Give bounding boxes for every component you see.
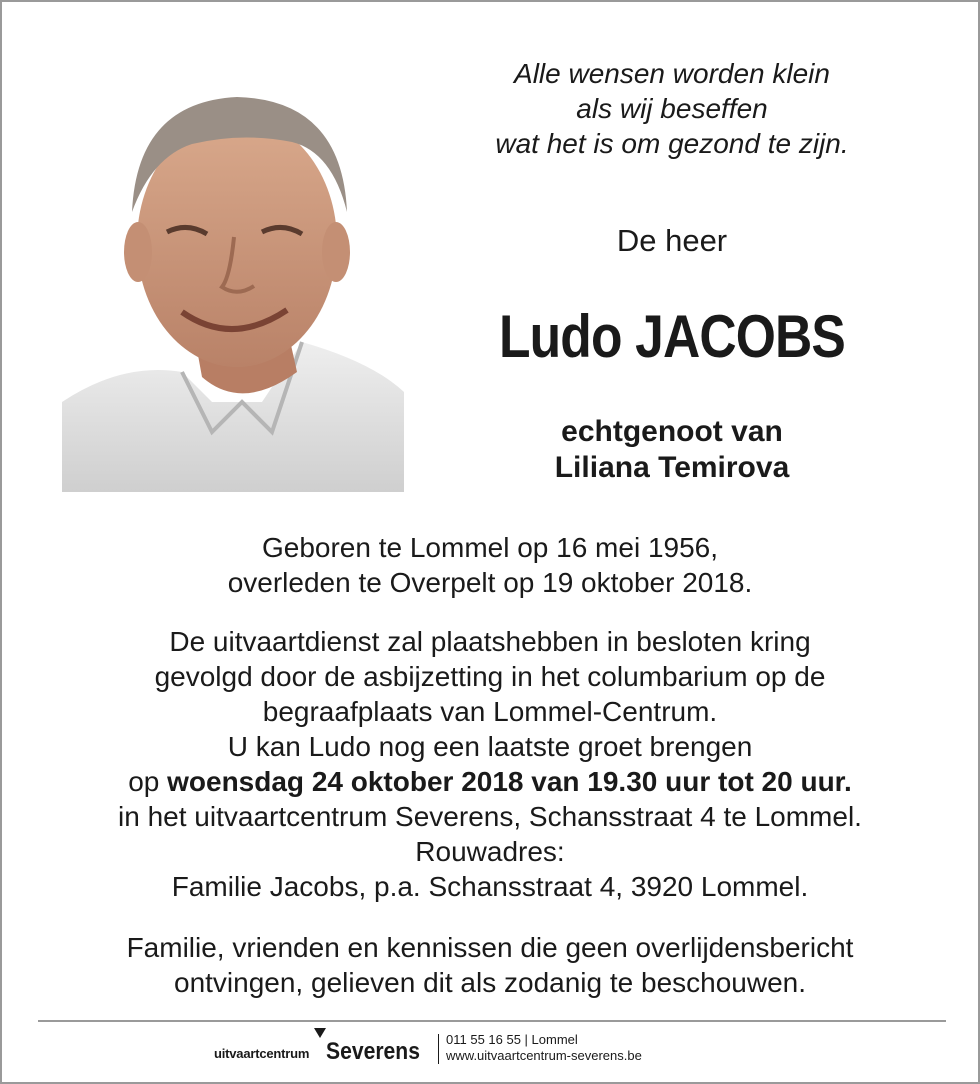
closing-line: ontvingen, gelieven dit als zodanig te beschouwen. (174, 967, 806, 998)
footer-contact: 011 55 16 55 | Lommel (446, 1032, 578, 1047)
service-line: gevolgd door de asbijzetting in het columbarium op de (154, 661, 826, 692)
service-line: U kan Ludo nog een laatste groet brengen (227, 731, 753, 762)
footer-divider (38, 1020, 946, 1022)
mourning-address-label: Rouwadres: (415, 836, 565, 867)
death-line: overleden te Overpelt op 19 oktober 2018. (227, 567, 753, 598)
quote (442, 56, 902, 161)
visitation-line (2, 764, 978, 799)
deceased-name: Ludo JACOBS (498, 303, 845, 370)
spouse-relation: echtgenoot van (561, 415, 783, 448)
honorific: De heer (616, 223, 728, 258)
visitation-prefix: op (128, 766, 160, 797)
quote-line: als wij beseffen (576, 93, 768, 124)
service-details (2, 624, 978, 904)
service-line: begraafplaats van Lommel-Centrum. (262, 696, 718, 727)
spouse-info (442, 414, 902, 486)
footer-website: www.uitvaartcentrum-severens.be (446, 1048, 642, 1063)
mourning-address: Familie Jacobs, p.a. Schansstraat 4, 3920 Lommel. (171, 871, 809, 902)
life-dates (2, 530, 978, 600)
footer-prefix: uitvaartcentrum (214, 1046, 310, 1061)
closing-line: Familie, vrienden en kennissen die geen overlijdensbericht (126, 932, 854, 963)
quote-line: wat het is om gezond te zijn. (495, 128, 849, 159)
service-line: in het uitvaartcentrum Severens, Schansstraat 4 te Lommel. (118, 801, 862, 832)
footer-brand: Severens (326, 1038, 420, 1065)
funeral-home-footer (202, 1026, 762, 1070)
birth-line: Geboren te Lommel op 16 mei 1956, (261, 532, 719, 563)
visitation-datetime: woensdag 24 oktober 2018 van 19.30 uur tot 20 uur. (167, 766, 852, 797)
service-line: De uitvaartdienst zal plaatshebben in besloten kring (169, 626, 811, 657)
triangle-logo-icon (314, 1028, 326, 1038)
closing-note (2, 930, 978, 1000)
portrait-photo (62, 72, 404, 492)
quote-line: Alle wensen worden klein (514, 58, 830, 89)
spouse-name: Liliana Temirova (554, 451, 790, 484)
footer-separator (438, 1034, 439, 1064)
